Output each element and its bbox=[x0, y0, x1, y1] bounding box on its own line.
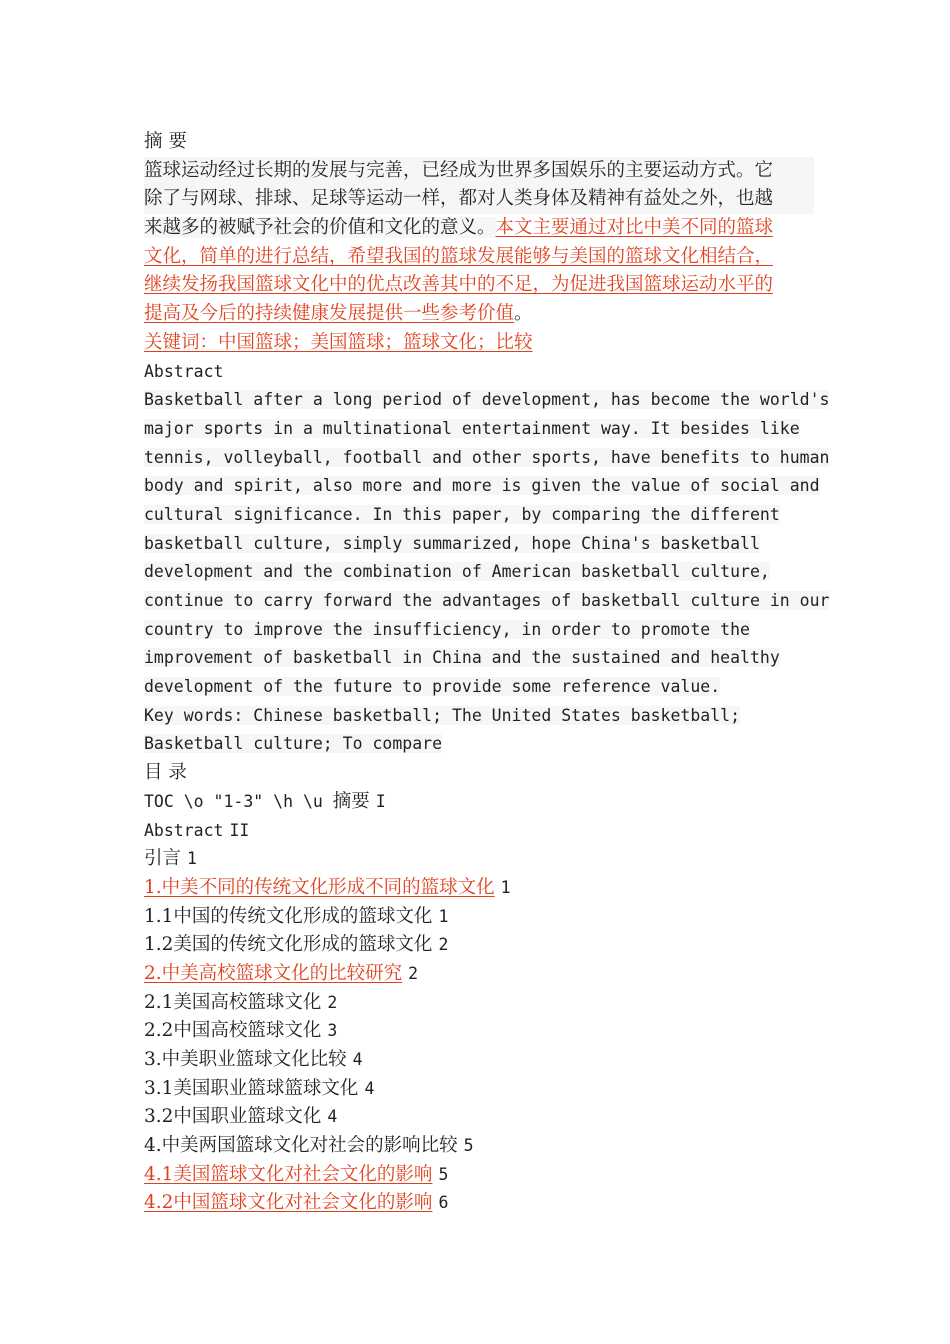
document-content bbox=[144, 128, 830, 1218]
toc-entry-title: 引言 bbox=[144, 848, 182, 870]
abstract-en-line bbox=[144, 501, 814, 530]
toc-entry-page: 4 bbox=[327, 1107, 338, 1127]
toc-entry bbox=[144, 1046, 814, 1075]
abstract-en-text: major sports in a multinational entertainment way. It besides like bbox=[144, 418, 800, 438]
abstract-cn-text: 。 bbox=[514, 303, 533, 325]
abstract-en-line bbox=[144, 673, 814, 702]
abstract-cn-line bbox=[144, 271, 814, 300]
toc-entry-title: 1.1中国的传统文化形成的篮球文化 bbox=[144, 905, 433, 927]
toc-field-code: TOC \o "1-3" \h \u bbox=[144, 791, 333, 811]
abstract-en-line bbox=[144, 386, 830, 415]
toc-entry-title: 4.中美两国篮球文化对社会的影响比较 bbox=[144, 1135, 458, 1157]
toc-entry-page: 1 bbox=[438, 906, 449, 926]
toc-entry-title: Abstract bbox=[144, 820, 224, 840]
toc-entry-title: 摘要 bbox=[332, 790, 370, 812]
toc-entry-page: 5 bbox=[463, 1136, 474, 1156]
abstract-cn-highlight: 文化，简单的进行总结，希望我国的篮球发展能够与美国的篮球文化相结合， bbox=[144, 245, 774, 267]
abstract-cn-highlight: 本文主要通过对比中美不同的篮球 bbox=[495, 217, 774, 239]
toc-entry bbox=[144, 845, 814, 874]
toc-entry-title: 2.2中国高校篮球文化 bbox=[144, 1020, 322, 1042]
keywords-cn-text: 关键词：中国篮球；美国篮球；篮球文化；比较 bbox=[144, 331, 533, 353]
toc-entry bbox=[144, 1103, 814, 1132]
toc-entry-title: 2.1美国高校篮球文化 bbox=[144, 991, 322, 1013]
keywords-cn bbox=[144, 329, 814, 358]
toc-entry bbox=[144, 931, 814, 960]
toc-heading: 目 录 bbox=[144, 762, 187, 784]
toc-entry bbox=[144, 788, 814, 817]
toc-entry-title: 1.2美国的传统文化形成的篮球文化 bbox=[144, 934, 433, 956]
abstract-en-line bbox=[144, 472, 820, 501]
toc-entry bbox=[144, 1017, 814, 1046]
toc-entry-title: 3.中美职业篮球文化比较 bbox=[144, 1049, 347, 1070]
abstract-cn-line bbox=[144, 214, 814, 243]
toc-entry[interactable] bbox=[144, 960, 814, 989]
keywords-en-text: Key words: Chinese basketball; The United States basketball; bbox=[144, 705, 741, 725]
abstract-en-line bbox=[144, 587, 830, 616]
toc-entry-title: 3.1美国职业篮球篮球文化 bbox=[144, 1077, 359, 1099]
toc-entry[interactable] bbox=[144, 874, 814, 903]
toc-link[interactable]: 1.中美不同的传统文化形成不同的篮球文化 bbox=[144, 876, 495, 898]
toc-entry-title: 3.2中国职业篮球文化 bbox=[144, 1106, 322, 1128]
toc-entry bbox=[144, 1075, 814, 1104]
toc-entry bbox=[144, 1132, 814, 1161]
abstract-en-line bbox=[144, 530, 814, 559]
abstract-en-line bbox=[144, 444, 830, 473]
toc-link[interactable]: 4.2中国篮球文化对社会文化的影响 bbox=[144, 1192, 433, 1214]
abstract-en-text: country to improve the insufficiency, in order to promote the bbox=[144, 619, 750, 639]
abstract-cn-line bbox=[144, 300, 814, 329]
abstract-en-heading: Abstract bbox=[144, 361, 224, 381]
abstract-en-text: improvement of basketball in China and the sustained and healthy bbox=[144, 648, 780, 668]
toc-entry-page: 3 bbox=[327, 1021, 338, 1041]
abstract-cn-highlight: 继续发扬我国篮球文化中的优点改善其中的不足，为促进我国篮球运动水平的 bbox=[144, 274, 774, 296]
toc-entry-page: 2 bbox=[327, 992, 338, 1012]
toc-entry bbox=[144, 903, 814, 932]
toc-entry-page: 5 bbox=[438, 1164, 449, 1184]
toc-entry-page: II bbox=[229, 820, 250, 840]
toc-entry-page: 1 bbox=[500, 877, 511, 897]
abstract-en-line bbox=[144, 558, 814, 587]
toc-entry-page: 6 bbox=[438, 1193, 449, 1213]
abstract-en-text: tennis, volleyball, football and other sports, have benefits to human bbox=[144, 447, 830, 467]
toc-entry-page: 2 bbox=[408, 963, 419, 983]
abstract-en-text: continue to carry forward the advantages of basketball culture in our bbox=[144, 591, 830, 610]
toc-entry-page: 2 bbox=[438, 935, 449, 955]
toc-link[interactable]: 2.中美高校篮球文化的比较研究 bbox=[144, 962, 403, 984]
toc-entry-page: 4 bbox=[352, 1050, 363, 1069]
keywords-en bbox=[144, 730, 814, 759]
toc-entry-page: 1 bbox=[187, 849, 197, 869]
abstract-en-line bbox=[144, 644, 814, 673]
abstract-cn-heading: 摘 要 bbox=[144, 131, 187, 152]
abstract-en-text: Basketball after a long period of development, has become the world's bbox=[144, 390, 830, 410]
toc-entry bbox=[144, 989, 814, 1018]
abstract-cn-highlight: 提高及今后的持续健康发展提供一些参考价值 bbox=[144, 303, 515, 325]
toc-link[interactable]: 4.1美国篮球文化对社会文化的影响 bbox=[144, 1163, 433, 1185]
abstract-en-text: cultural significance. In this paper, by comparing the different bbox=[144, 504, 780, 524]
abstract-cn-line: 篮球运动经过长期的发展与完善，已经成为世界多国娱乐的主要运动方式。它 bbox=[144, 157, 814, 186]
abstract-en-text: development of the future to provide some reference value. bbox=[144, 677, 721, 697]
abstract-cn-line: 除了与网球、排球、足球等运动一样，都对人类身体及精神有益处之外，也越 bbox=[144, 185, 814, 214]
toc-entry[interactable] bbox=[144, 1161, 814, 1190]
keywords-en bbox=[144, 702, 814, 731]
abstract-en-text: basketball culture, simply summarized, hope China's basketball bbox=[144, 533, 760, 553]
abstract-en-line bbox=[144, 616, 814, 645]
toc-entry bbox=[144, 817, 814, 846]
abstract-cn-text: 来越多的被赋予社会的价值和文化的意义。 bbox=[144, 217, 496, 239]
abstract-en-text: body and spirit, also more and more is given the value of social and bbox=[144, 476, 820, 496]
toc-entry-page: 4 bbox=[364, 1078, 375, 1098]
abstract-cn-line bbox=[144, 243, 814, 272]
keywords-en-text: Basketball culture; To compare bbox=[144, 734, 443, 754]
toc-entry[interactable] bbox=[144, 1189, 814, 1218]
abstract-en-line bbox=[144, 415, 814, 444]
toc-entry-page: I bbox=[375, 791, 386, 811]
abstract-en-text: development and the combination of American basketball culture, bbox=[144, 562, 770, 582]
